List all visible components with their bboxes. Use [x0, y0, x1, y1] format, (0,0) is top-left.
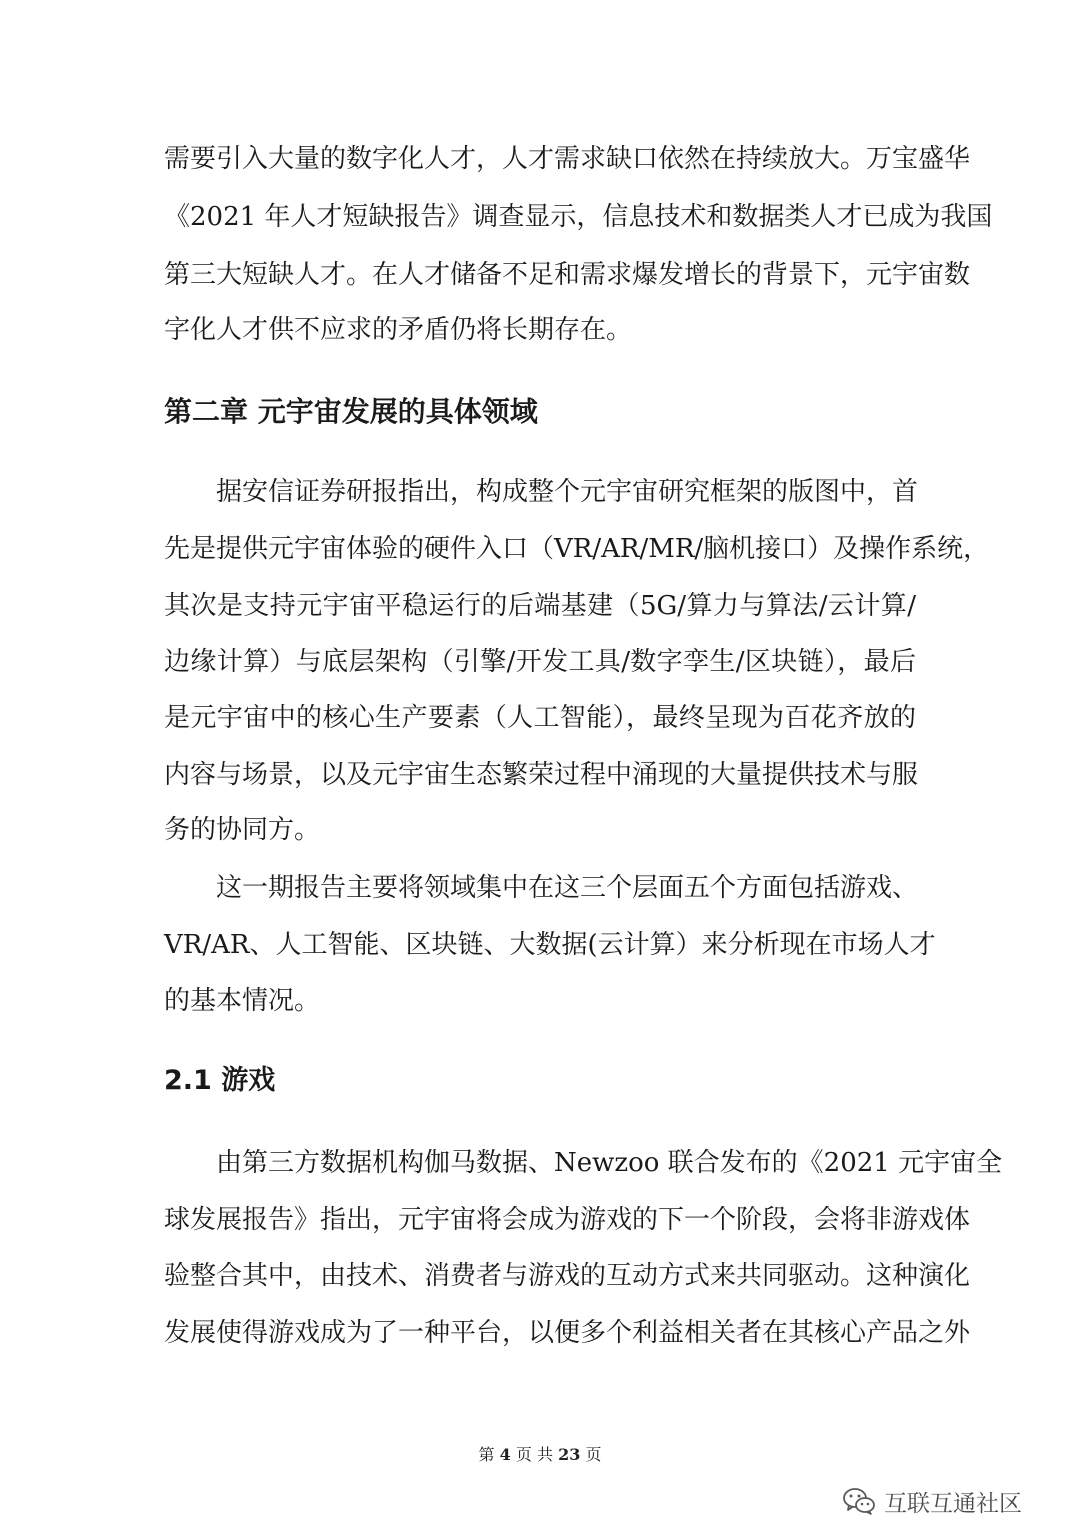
text-line: 球发展报告》指出，元宇宙将会成为游戏的下一个阶段，会将非游戏体 — [164, 1205, 971, 1235]
text-line: 内容与场景，以及元宇宙生态繁荣过程中涌现的大量提供技术与服 — [164, 760, 919, 790]
footer-suffix: 页 — [585, 1445, 602, 1464]
watermark-text: 互联互通社区 — [884, 1490, 1022, 1517]
current-page-number: 4 — [499, 1445, 511, 1464]
text-line: 发展使得游戏成为了一种平台，以便多个利益相关者在其核心产品之外 — [164, 1318, 971, 1348]
text-line: 验整合其中，由技术、消费者与游戏的互动方式来共同驱动。这种演化 — [164, 1261, 971, 1291]
wechat-icon — [842, 1486, 876, 1516]
text-line: 务的协同方。 — [164, 815, 321, 845]
footer-middle: 页 共 — [515, 1445, 553, 1464]
text-line: 据安信证券研报指出，构成整个元宇宙研究框架的版图中，首 — [216, 477, 919, 507]
section-heading: 2.1 游戏 — [164, 1065, 276, 1096]
text-line: 其次是支持元宇宙平稳运行的后端基建（5G/算力与算法/云计算/ — [164, 591, 916, 621]
text-line: 是元宇宙中的核心生产要素（人工智能），最终呈现为百花齐放的 — [164, 703, 916, 733]
text-line: 由第三方数据机构伽马数据、Newzoo 联合发布的《2021 元宇宙全 — [216, 1148, 1003, 1178]
total-pages-number: 23 — [558, 1445, 581, 1464]
text-line: VR/AR、人工智能、区块链、大数据(云计算）来分析现在市场人才 — [164, 930, 936, 960]
footer-prefix: 第 — [478, 1445, 495, 1464]
page-number-footer — [0, 1444, 1080, 1466]
text-line: 字化人才供不应求的矛盾仍将长期存在。 — [164, 315, 633, 345]
text-line: 这一期报告主要将领域集中在这三个层面五个方面包括游戏、 — [216, 873, 919, 903]
source-watermark — [842, 1484, 1022, 1518]
text-line: 边缘计算）与底层架构（引擎/开发工具/数字孪生/区块链），最后 — [164, 647, 916, 677]
text-line: 先是提供元宇宙体验的硬件入口（VR/AR/MR/脑机接口）及操作系统， — [164, 534, 990, 564]
chapter-heading: 第二章 元宇宙发展的具体领域 — [164, 395, 538, 428]
text-line: 需要引入大量的数字化人才，人才需求缺口依然在持续放大。万宝盛华 — [164, 144, 971, 174]
text-line: 的基本情况。 — [164, 986, 321, 1016]
text-line: 第三大短缺人才。在人才储备不足和需求爆发增长的背景下，元宇宙数 — [164, 260, 971, 290]
text-line: 《2021 年人才短缺报告》调查显示，信息技术和数据类人才已成为我国 — [164, 202, 993, 232]
